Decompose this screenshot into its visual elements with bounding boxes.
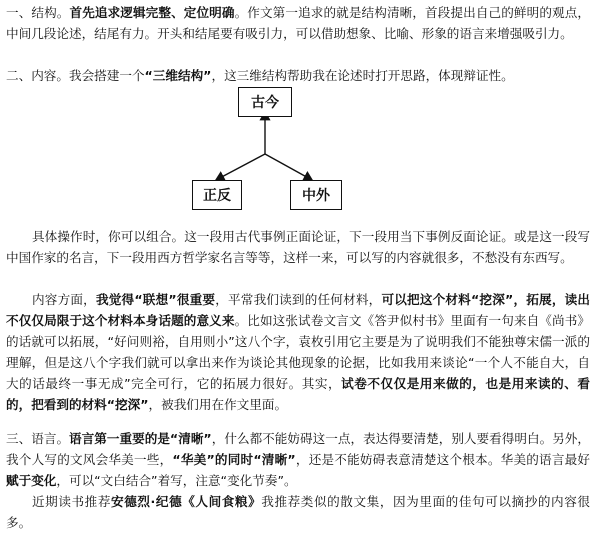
emphasis: 我觉得“联想”很重要 [95, 292, 216, 307]
section-content-intro: 二、内容。我会搭建一个“三维结构”，这三维结构帮助我在论述时打开思路，体现辩证性。 [6, 68, 514, 83]
arrow-right [265, 154, 312, 180]
arrow-left [216, 154, 265, 180]
emphasis: 赋于变化 [6, 473, 57, 488]
diagram-box-right: 中外 [290, 180, 342, 210]
emphasis: 首先追求逻辑完整、定位明确 [69, 5, 235, 20]
diagram-box-left: 正反 [192, 180, 242, 210]
diagram-box-top: 古今 [238, 87, 292, 117]
paragraph-content: 内容方面，我觉得“联想”很重要，平常我们读到的任何材料，可以把这个材料“挖深”，拓展，读出不仅仅局限于这个材料本身话题的意义来。比如这张试卷文言文《答尹似村书》里面有一句来自《尚书》的话就可以拓展，“好问则裕，自用则小”这八个字，袁枚引用它主要是为了说明我们不能独尊宋儒一派的理解，但是这八个字我们就可以拿出来作为谈论其他现象的论据，比如我用来谈论“一个人不能自大，自大的话最终一事无成”完全可行，它的拓展力很好。其实，试卷不仅仅是用来做的，也是用来读的、看的，把看到的材料“挖深”，被我们用在作文里面。 [6, 292, 591, 412]
paragraph-practice: 具体操作时，你可以组合。这一段用古代事例正面论证，下一段用当下事例反面论证。或是这一段写中国作家的名言，下一段用西方哲学家名言等等，这样一来，可以写的内容就很多，不愁没有东西写。 [6, 229, 590, 265]
emphasis: 语言第一重要的是“清晰” [69, 431, 212, 446]
emphasis: 试卷不仅仅是用来做的，也是用来读的、看的，把看到的材料“挖深” [6, 376, 591, 412]
section-structure: 一、结构。首先追求逻辑完整、定位明确。作文第一追求的就是结构清晰，首段提出自己的鲜明的观点，中间几段论述，结尾有力。开头和结尾要有吸引力，可以借助想象、比喻、形象的语言来增强吸引力。 [6, 5, 591, 41]
emphasis: “三维结构” [144, 68, 212, 83]
emphasis: 安德烈·纪德《人间食粮》 [111, 494, 262, 509]
paragraph-reading: 近期读书推荐安德烈·纪德《人间食粮》我推荐类似的散文集，因为里面的佳句可以摘抄的内容很多。 [6, 494, 590, 530]
three-dimension-diagram [0, 82, 598, 222]
emphasis: 可以把这个材料“挖深”，拓展，读出不仅仅局限于这个材料本身话题的意义来 [6, 292, 591, 328]
section-language: 三、语言。语言第一重要的是“清晰”，什么都不能妨碍这一点，表达得要清楚，别人要看得明白。另外，我个人写的文风会华美一些，“华美”的同时“清晰”，还是不能妨碍表意清楚这个根本。华美的语言最好赋于变化，可以“文白结合”着写，注意“变化节奏”。 [6, 431, 591, 488]
emphasis: “华美”的同时“清晰” [172, 452, 296, 467]
